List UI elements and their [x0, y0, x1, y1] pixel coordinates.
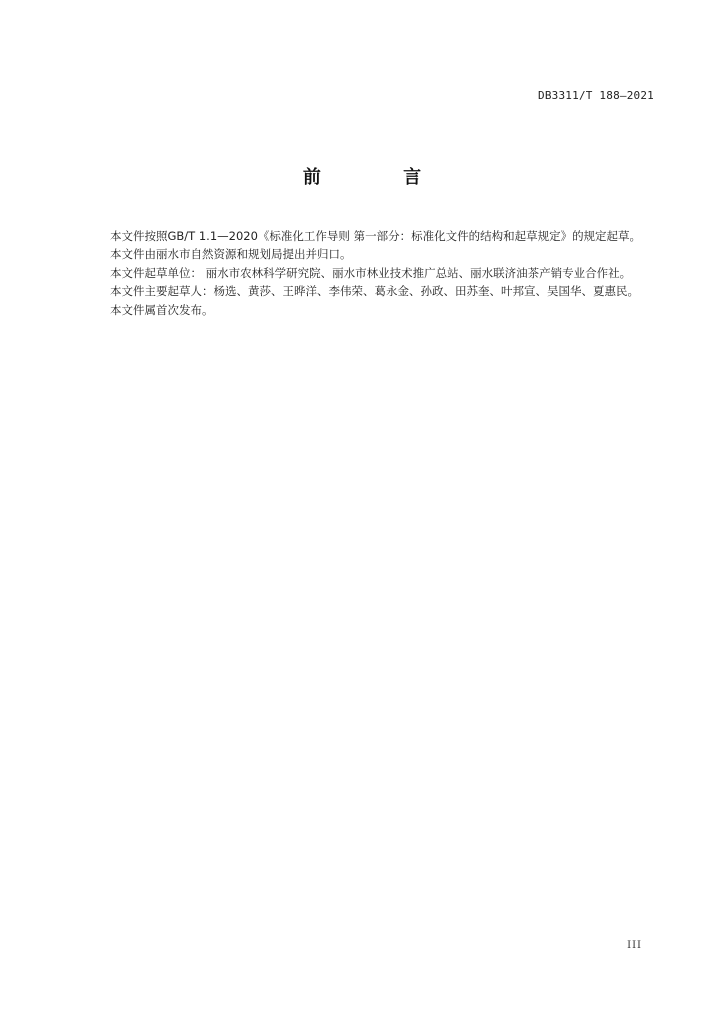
paragraph-proposer: 本文件由丽水市自然资源和规划局提出并归口。	[110, 247, 352, 262]
page-number: III	[627, 940, 642, 951]
foreword-body	[87, 227, 657, 319]
page-title: 前 言	[302, 167, 460, 188]
paragraph-main-drafters: 本文件主要起草人：杨选、黄莎、王晔洋、李伟荣、葛永金、孙政、田苏奎、叶邦宣、吴国华、夏惠民。	[110, 284, 639, 299]
paragraph-drafting-rules: 本文件按照GB/T 1.1—2020《标准化工作导则 第一部分：标准化文件的结构和起草规定》的规定起草。	[110, 229, 642, 243]
paragraph-first-release: 本文件属首次发布。	[110, 302, 214, 317]
paragraph-drafting-units: 本文件起草单位： 丽水市农林科学研究院、丽水市林业技术推广总站、丽水联济油茶产销专业合作社。	[110, 265, 632, 280]
standard-code: DB3311/T 188—2021	[538, 89, 654, 102]
